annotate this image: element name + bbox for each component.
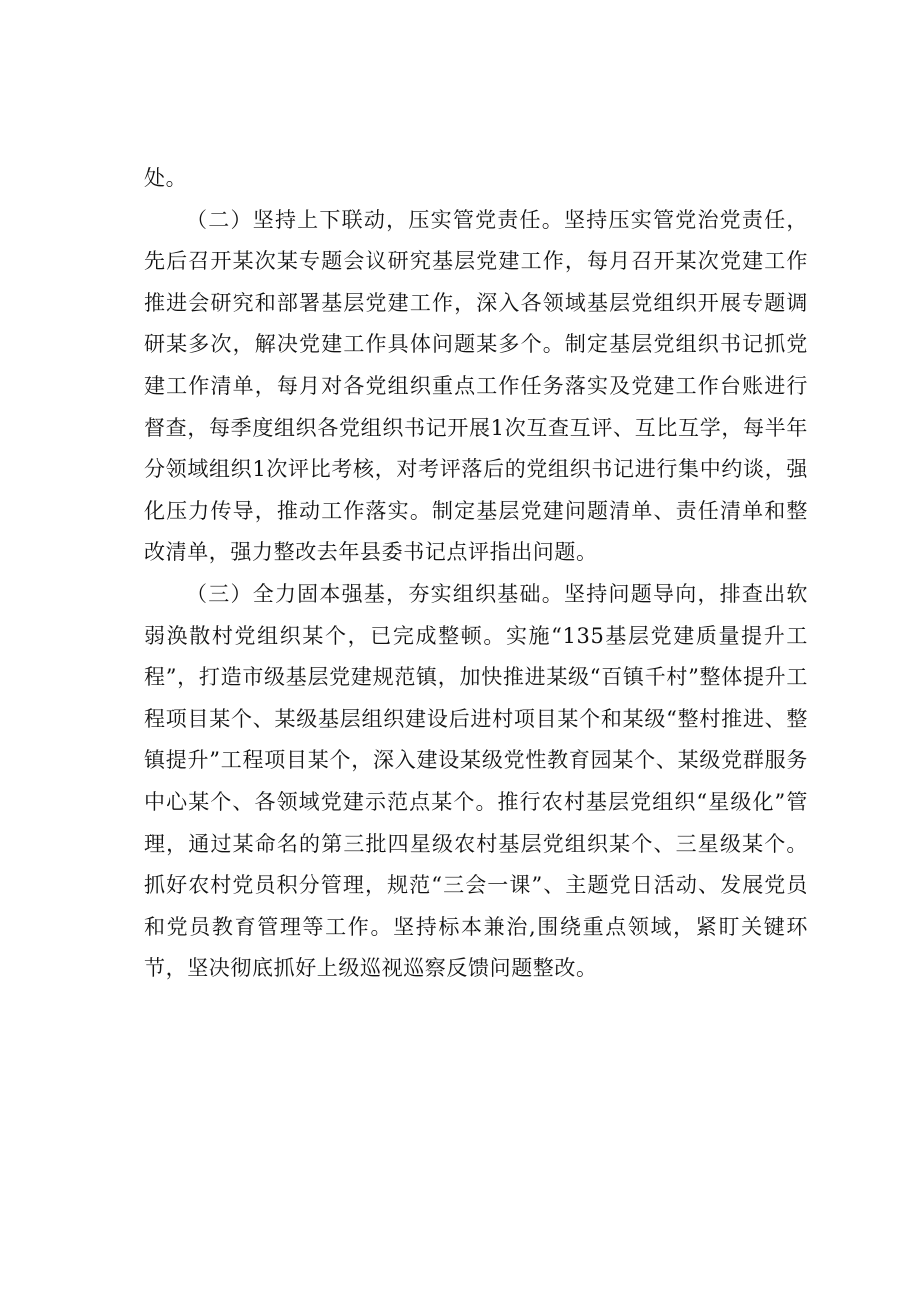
paragraph-section-2: （二）坚持上下联动，压实管党责任。坚持压实管党治党责任，先后召开某次某专题会议研究基层党建工作，每月召开某次党建工作推进会研究和部署基层党建工作，深入各领域基层党组织开展专题调研某多次，解决党建工作具体问题某多个。制定基层党组织书记抓党建工作清单，每月对各党组织重点工作任务落实及党建工作台账进行督查，每季度组织各党组织书记开展1次互查互评、互比互学，每半年分领域组织1次评比考核，对考评落后的党组织书记进行集中约谈，强化压力传导，推动工作落实。制定基层党建问题清单、责任清单和整改清单，强力整改去年县委书记点评指出问题。 bbox=[144, 207, 808, 565]
document-page bbox=[144, 158, 808, 990]
paragraph-section-3: （三）全力固本强基，夯实组织基础。坚持问题导向，排查出软弱涣散村党组织某个，已完成整顿。实施“135基层党建质量提升工程”，打造市级基层党建规范镇，加快推进某级“百镇千村”整体提升工程项目某个、某级基层组织建设后进村项目某个和某级“整村推进、整镇提升”工程项目某个，深入建设某级党性教育园某个、某级党群服务中心某个、各领域党建示范点某个。推行农村基层党组织“星级化”管理，通过某命名的第三批四星级农村基层党组织某个、三星级某个。抓好农村党员积分管理，规范“三会一课”、主题党日活动、发展党员和党员教育管理等工作。坚持标本兼治,围绕重点领域，紧盯关键环节，坚决彻底抓好上级巡视巡察反馈问题整改。 bbox=[144, 581, 808, 981]
paragraph-continuation: 处。 bbox=[144, 166, 188, 190]
